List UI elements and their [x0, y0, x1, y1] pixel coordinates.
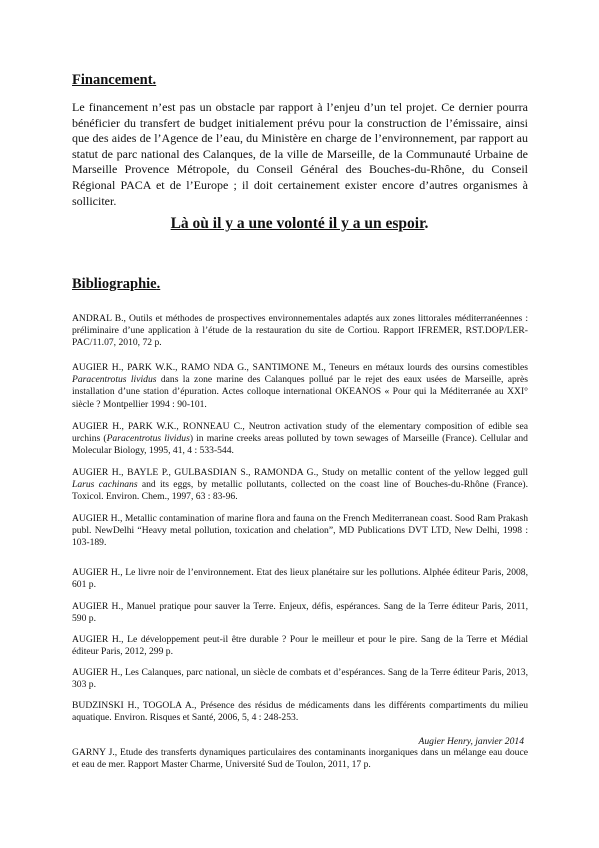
motto: Là où il y a une volonté il y a un espoir. [170, 215, 429, 232]
reference-item: AUGIER H., Le développement peut-il être durable ? Pour le meilleur et pour le pire. Sang de la Terre et Médial éditeur Paris, 2012, 299 p. [72, 634, 528, 658]
author-signature: Augier Henry, janvier 2014 [418, 736, 524, 747]
reference-item: BUDZINSKI H., TOGOLA A., Présence des résidus de médicaments dans les différents compartiments du milieu aquatique. Environ. Risques et Santé, 2006, 5, 4 : 248-253. [72, 700, 528, 724]
reference-item: AUGIER H., Le livre noir de l’environnement. Etat des lieux planétaire sur les pollutions. Alphée éditeur Paris, 2008, 601 p. [72, 567, 528, 591]
reference-item: GARNY J., Etude des transferts dynamiques particulaires des contaminants inorganiques dans un mélange eau douce et eau de mer. Rapport Master Charme, Université Sud de Toulon, 2011, 17 p. [72, 747, 528, 771]
reference-item: AUGIER H., Metallic contamination of marine flora and fauna on the French Mediterranean coast. Sood Ram Prakash publ. NewDelhi “Heavy metal pollution, toxication and chelation”, MD Publications DVT LTD, New Delhi, 1998 : 103-189. [72, 513, 528, 549]
financement-paragraph: Le financement n’est pas un obstacle par rapport à l’enjeu d’un tel projet. Ce dernier pourra bénéficier du transfert de budget initialement prévu pour la construction de l’émissaire, ainsi que des aides de l’Agence de l’eau, du Ministère en charge de l’environnement, par rapport au statut de parc national des Calanques, de la ville de Marseille, de la Communauté Urbaine de Marseille Provence Métropole, du Conseil Général des Bouches-du-Rhône, du Conseil Régional PACA et de l’Europe ; il doit certainement exister encore d’autres organismes à solliciter. [72, 100, 528, 208]
reference-item: AUGIER H., Manuel pratique pour sauver la Terre. Enjeux, défis, espérances. Sang de la Terre éditeur Paris, 2011, 590 p. [72, 601, 528, 625]
reference-item: AUGIER H., BAYLE P., GULBASDIAN S., RAMONDA G., Study on metallic content of the yellow legged gull Larus cachinans and its eggs, by metallic pollutants, collected on the coast line of Bouches-du-Rhône (France). Toxicol. Environ. Chem., 1997, 63 : 83-96. [72, 467, 528, 503]
bibliographie-title: Bibliographie [72, 276, 157, 292]
reference-item: ANDRAL B., Outils et méthodes de prospectives environnementales adaptés aux zones littorales méditerranéennes : préliminaire d’une application à l’étude de la restauration du site de Cortiou. Rapport IFREMER, RST.DOP/LER-PAC/11.07, 2010, 72 p. [72, 313, 528, 349]
bibliographie-heading: Bibliographie. [72, 276, 161, 292]
reference-item: AUGIER H., Les Calanques, parc national, un siècle de combats et d’espérances. Sang de la Terre éditeur Paris, 2013, 303 p. [72, 667, 528, 691]
reference-item: AUGIER H., PARK W.K., RAMO NDA G., SANTIMONE M., Teneurs en métaux lourds des oursins comestibles Paracentrotus lividus dans la zone marine des Calanques pollué par le rejet des eaux usées de Marseille, après installation d’une station d’épuration. Actes colloque international OKEANOS « Pour qui la Méditerranée au XXI° siècle ? Montpellier 1994 : 90-101. [72, 362, 528, 410]
financement-title: Financement [72, 72, 153, 88]
motto-text: Là où il y a une volonté il y a un espoir [170, 215, 425, 232]
reference-item: AUGIER H., PARK W.K., RONNEAU C., Neutron activation study of the elementary composition of edible sea urchins (Paracentrotus lividus) in marine creeks areas polluted by town sewages of Marseille (France). Cellular and Molecular Biology, 1995, 41, 4 : 533-544. [72, 421, 528, 457]
financement-heading: Financement. [72, 72, 157, 88]
